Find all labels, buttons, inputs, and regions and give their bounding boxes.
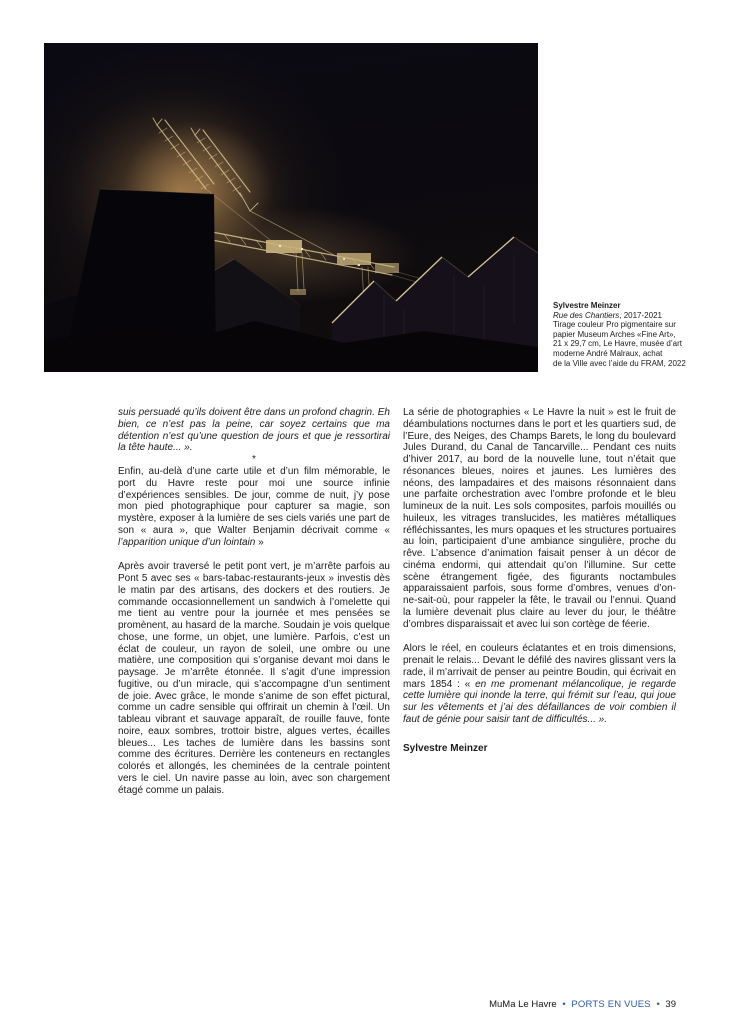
- paragraph: La série de photographies « Le Havre la nuit » est le fruit de déambulations nocturnes dans le port et les quartiers sud, de l’Eure, des Neiges, des Champs Barets, le long du boulevard Jules Durand, du Canal de Tancarville... Pendant ces nuits d’hiver 2017, au bord de la nouvelle lune, tout n’était que résonances bleues, noires et jaunes. Les lumières des néons, des lampadaires et des maisons résonnaient dans une parfaite orchestration avec l’ombre profonde et le bleu lumineux de la nuit. Les sols composites, parfois mouillés ou huileux, les vitrages translucides, les matières métalliques réfléchissantes, les murs opaques et les structures portuaires au loin, participaient d’une ambiance singulière, proche du rêve. L’absence d’animation faisait penser à un décor de cinéma endormi, qui attendait qu’on l’illumine. Sur cette scène étrangement figée, des figurants noctambules apparaissaient parfois, sous forme d’ombres, venues d’on-ne-sait-où, pour rappeler la fête, le travail ou l’ennui. Quand la lumière devenait plus claire au lever du jour, le théâtre d’ombres disparaissait et avec lui son cortège de féerie.: [403, 407, 676, 630]
- footer-bullet-icon: •: [656, 999, 660, 1010]
- caption-detail-line: 21 x 29,7 cm, Le Havre, musée d’art: [553, 339, 682, 349]
- caption-title-years: , 2017-2021: [619, 310, 662, 320]
- night-port-photo-illustration: [44, 43, 538, 372]
- quote-paragraph: suis persuadé qu’ils doivent être dans un profond chagrin. Eh bien, ce n’est pas la peine, car soyez certains que ma détention n’est qu’une question de jours et que je ressortirai la tête haute... ».: [118, 407, 390, 454]
- footer-bullet-icon: •: [562, 999, 566, 1010]
- caption-detail-line: de la Ville avec l’aide du FRAM, 2022: [553, 358, 686, 368]
- paragraph-text: Alors le réel, en couleurs éclatantes et en trois dimensions, prenait le relais... Devant le défilé des navires glissant vers la rade, il m’arrivait de penser au peintre Boudin, qui écrivait en mars 1854 : «: [403, 643, 676, 690]
- caption-detail-line: moderne André Malraux, achat: [553, 348, 663, 358]
- caption-detail-line: papier Museum Arches «Fine Art»,: [553, 329, 676, 339]
- article-right-column: [403, 407, 676, 754]
- paragraph-italic-quote: en me promenant mélancolique, je regarde cette lumière qui inonde la terre, qui frémit sur l’eau, qui joue sur les vêtements et j’ai des défaillances de voir combien il faut de génie pour saisir tant de difficultés... ».: [403, 678, 677, 725]
- page-footer: [489, 999, 676, 1011]
- caption-title: Rue des Chantiers: [553, 310, 620, 320]
- caption-artist: Sylvestre Meinzer: [553, 301, 621, 310]
- artwork-photo: [44, 43, 538, 372]
- footer-page-number: 39: [665, 999, 676, 1010]
- author-signature: Sylvestre Meinzer: [403, 742, 488, 754]
- paragraph-italic-quote: l’apparition unique d’un lointain: [118, 536, 256, 548]
- caption-title-line: [553, 311, 711, 321]
- caption-detail-line: Tirage couleur Pro pigmentaire sur: [553, 320, 676, 330]
- article-left-column: [118, 407, 390, 796]
- paragraph-text: Enfin, au-delà d’une carte utile et d’un film mémorable, le port du Havre reste pour moi une source infinie d’expériences sensibles. De jour, comme de nuit, j’y pose mon pied photographique pour capturer sa magie, son mystère, exposer à la lumière de ses ciels variés une part de son « aura », que Walter Benjamin décrivait comme «: [118, 466, 390, 536]
- section-separator-star: *: [252, 454, 256, 465]
- footer-journal-title: PORTS EN VUES: [571, 999, 651, 1010]
- paragraph: [118, 466, 390, 548]
- paragraph: Après avoir traversé le petit pont vert, je m’arrête parfois au Pont 5 avec ses « bars-tabac-restaurants-jeux » investis dès le matin par des artisans, des dockers et des routiers. Je commande occasionnellement un sandwich à l’omelette qui me tient au ventre pour la journée et mes pensées se promènent, au hasard de la marche. Soudain je vois quelque chose, une forme, un objet, une lumière. Parfois, c’est un éclat de couleur, un rayon de soleil, une ombre ou une matière, une composition qui s’organise devant moi dans le paysage. Je m’arrête étonnée. Il s’agit d’une impression fugitive, ou d’un miracle, qui s’accompagne d’un sentiment de joie. Avec grâce, le monde s’anime de son effet pictural, comme un cadre sensible qui offrirait un chemin à l’œil. Un tableau vibrant et sauvage apparaît, de rouille fauve, fonte noire, eaux sombres, trottoir bistre, algues vertes, écailles bleues... Les taches de lumière dans les bassins sont comme des écritures. Derrière les conteneurs en rectangles colorés et allongés, les cheminées de la centrale pointent vers le ciel. Un navire passe au loin, avec son chargement étagé comme un palais.: [118, 561, 390, 796]
- paragraph-text: »: [255, 536, 264, 548]
- artwork-caption: [553, 301, 711, 368]
- paragraph: [403, 643, 676, 725]
- footer-brand: MuMa Le Havre: [489, 999, 557, 1010]
